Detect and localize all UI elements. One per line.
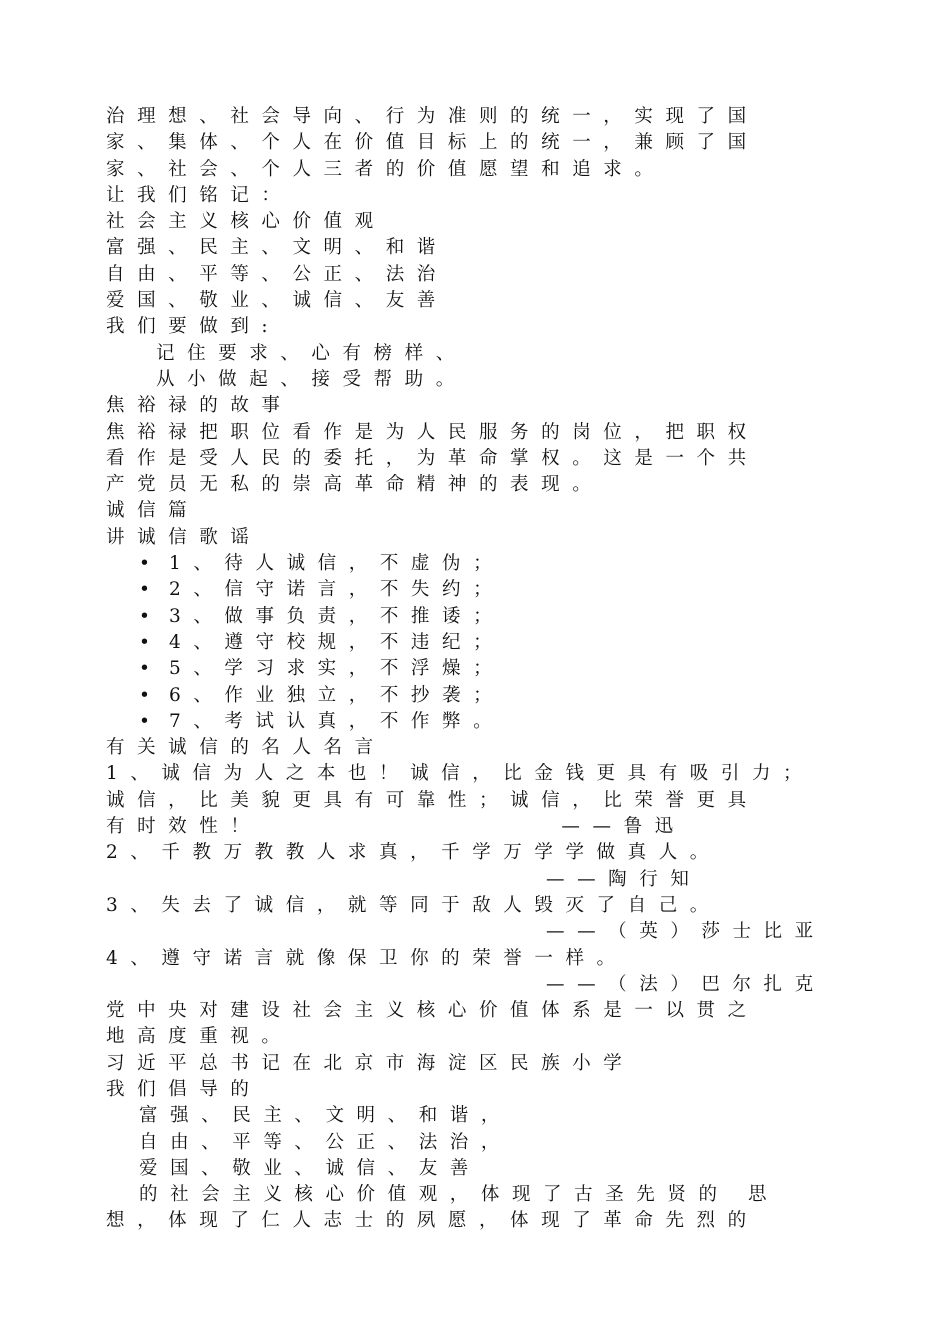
list-item bbox=[106, 577, 866, 603]
text-line bbox=[106, 235, 866, 261]
text-line bbox=[106, 893, 866, 919]
text-line bbox=[106, 157, 866, 183]
line-text: 我们倡导的 bbox=[106, 1078, 262, 1100]
line-text: 诚信，比美貌更具有可靠性；诚信，比荣誉更具 bbox=[106, 789, 759, 811]
line-text: 3、做事负责，不推诿； bbox=[169, 605, 505, 627]
text-line bbox=[106, 525, 866, 551]
line-text: 产党员无私的崇高革命精神的表现。 bbox=[106, 474, 604, 496]
bullet-icon: • bbox=[139, 605, 150, 627]
text-line bbox=[106, 1208, 866, 1234]
text-line bbox=[106, 446, 866, 472]
text-line bbox=[106, 761, 866, 787]
text-line bbox=[106, 209, 866, 235]
text-line bbox=[106, 472, 866, 498]
line-text: 诚信篇 bbox=[106, 500, 200, 522]
text-line bbox=[106, 1051, 866, 1077]
text-line bbox=[106, 498, 866, 524]
text-line bbox=[106, 262, 866, 288]
line-text: 讲诚信歌谣 bbox=[106, 526, 262, 548]
bullet-icon: • bbox=[139, 710, 150, 732]
line-text: 想，体现了仁人志士的夙愿，体现了革命先烈的 bbox=[106, 1210, 759, 1232]
line-text: 焦裕禄的故事 bbox=[106, 395, 293, 417]
line-text: 自由、平等、公正、法治 bbox=[106, 263, 448, 285]
text-line bbox=[106, 867, 866, 893]
line-text: 从小做起、接受帮助。 bbox=[156, 368, 467, 390]
text-line bbox=[106, 1182, 866, 1208]
text-line bbox=[106, 130, 866, 156]
bullet-icon: • bbox=[139, 631, 150, 653]
line-text: 治理想、社会导向、行为准则的统一，实现了国 bbox=[106, 106, 759, 127]
line-text: 家、社会、个人三者的价值愿望和追求。 bbox=[106, 158, 666, 180]
line-text: 富强、民主、文明、和谐， bbox=[139, 1105, 512, 1127]
document-body bbox=[106, 104, 866, 1235]
text-line bbox=[106, 104, 866, 130]
line-text: 焦裕禄把职位看作是为人民服务的岗位，把职权 bbox=[106, 421, 759, 443]
line-text: 3、失去了诚信，就等同于敌人毁灭了自己。 bbox=[106, 894, 721, 916]
text-line bbox=[106, 288, 866, 314]
list-item bbox=[106, 551, 866, 577]
line-text: 爱国、敬业、诚信、友善 bbox=[106, 290, 448, 312]
text-line bbox=[106, 814, 866, 840]
line-text: 4、遵守校规，不违纪； bbox=[169, 631, 505, 653]
text-line bbox=[106, 1103, 866, 1129]
line-text: 的社会主义核心价值观，体现了古圣先贤的 思 bbox=[139, 1184, 780, 1206]
line-text: 习近平总书记在北京市海淀区民族小学 bbox=[106, 1052, 635, 1074]
text-line bbox=[106, 341, 866, 367]
text-line bbox=[106, 1130, 866, 1156]
line-text: 1、诚信为人之本也！诚信，比金钱更具有吸引力； bbox=[106, 763, 815, 785]
line-text: 记住要求、心有榜样、 bbox=[156, 342, 467, 364]
bullet-icon: • bbox=[139, 658, 150, 680]
text-line bbox=[106, 367, 866, 393]
line-text: 5、学习求实，不浮燥； bbox=[169, 658, 505, 680]
text-line bbox=[106, 1024, 866, 1050]
text-line bbox=[106, 393, 866, 419]
line-text: ——（英）莎士比亚 bbox=[546, 921, 826, 943]
line-text: 自由、平等、公正、法治， bbox=[139, 1131, 512, 1153]
line-text: 6、作业独立，不抄袭； bbox=[169, 684, 505, 706]
text-line bbox=[106, 788, 866, 814]
line-text: 1、待人诚信，不虚伪； bbox=[169, 553, 505, 575]
line-text: 我们要做到: bbox=[106, 316, 281, 338]
line-text: 家、集体、个人在价值目标上的统一，兼顾了国 bbox=[106, 132, 759, 154]
line-text: ——（法）巴尔扎克 bbox=[546, 973, 826, 995]
line-text: 爱国、敬业、诚信、友善 bbox=[139, 1157, 481, 1179]
text-line bbox=[106, 183, 866, 209]
line-text: 让我们铭记： bbox=[106, 184, 293, 206]
line-text: 看作是受人民的委托，为革命掌权。这是一个共 bbox=[106, 447, 759, 469]
text-line bbox=[106, 1077, 866, 1103]
line-text: 4、遵守诺言就像保卫你的荣誉一样。 bbox=[106, 947, 628, 969]
text-line bbox=[106, 314, 866, 340]
line-text: 富强、民主、文明、和谐 bbox=[106, 237, 448, 259]
list-item bbox=[106, 604, 866, 630]
line-text: 地高度重视。 bbox=[106, 1026, 293, 1048]
line-text: 党中央对建设社会主义核心价值体系是一以贯之 bbox=[106, 1000, 759, 1022]
line-text: 社会主义核心价值观 bbox=[106, 211, 386, 233]
bullet-icon: • bbox=[139, 684, 150, 706]
text-line bbox=[106, 735, 866, 761]
text-line bbox=[106, 946, 866, 972]
list-item bbox=[106, 630, 866, 656]
list-item bbox=[106, 683, 866, 709]
text-line bbox=[106, 1156, 866, 1182]
list-item bbox=[106, 656, 866, 682]
text-line bbox=[106, 840, 866, 866]
line-text: 7、考试认真，不作弊。 bbox=[169, 710, 505, 732]
line-text: 2、信守诺言，不失约； bbox=[169, 579, 505, 601]
list-item bbox=[106, 709, 866, 735]
line-text: ——陶行知 bbox=[546, 868, 702, 890]
text-line bbox=[106, 420, 866, 446]
text-line bbox=[106, 919, 866, 945]
line-text: 2、千教万教教人求真，千学万学学做真人。 bbox=[106, 842, 721, 864]
quote-author: ——鲁迅 bbox=[561, 816, 686, 838]
bullet-icon: • bbox=[139, 579, 150, 601]
line-text: 有时效性！ bbox=[106, 816, 262, 838]
text-line bbox=[106, 972, 866, 998]
text-line bbox=[106, 998, 866, 1024]
bullet-icon: • bbox=[139, 553, 150, 575]
line-text: 有关诚信的名人名言 bbox=[106, 737, 386, 759]
